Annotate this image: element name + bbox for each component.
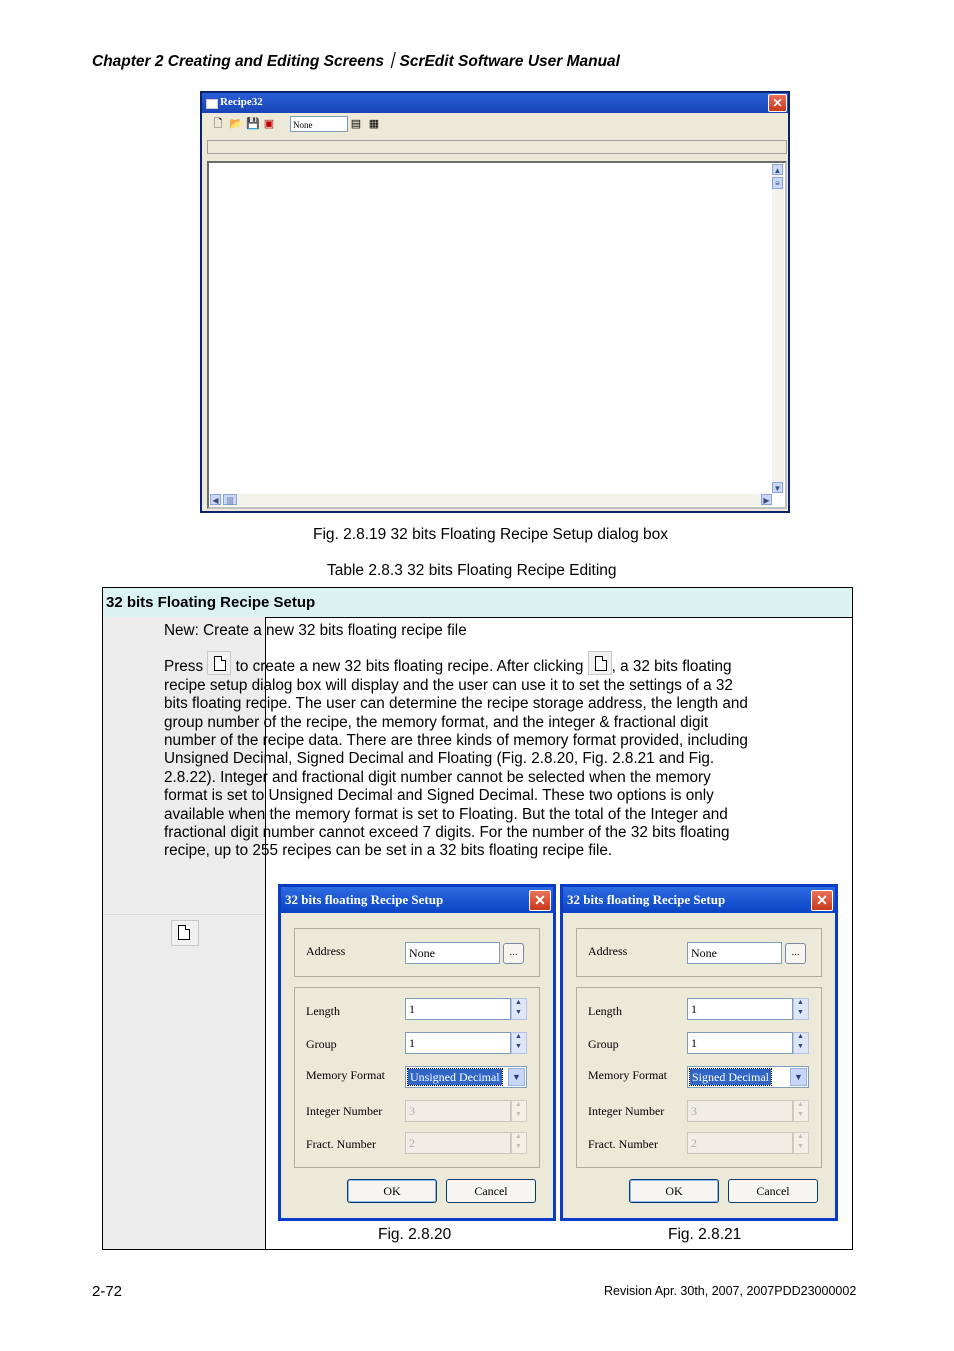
integer-number-spinner[interactable] [793, 1100, 809, 1122]
ok-button[interactable]: OK [629, 1179, 719, 1203]
integer-number-spinner[interactable] [511, 1100, 527, 1122]
address-input[interactable]: None [405, 942, 500, 964]
recipe-select[interactable]: None [290, 116, 348, 132]
grid-icon[interactable]: ▦ [368, 118, 380, 130]
dialog-titlebar [281, 887, 553, 913]
recipe32-title: Recipe32 [220, 96, 263, 108]
dialog-title: 32 bits floating Recipe Setup [285, 892, 444, 907]
fract-number-label: Fract. Number [588, 1137, 658, 1151]
hscroll-thumb[interactable]: ||| [223, 494, 237, 505]
integer-number-input[interactable]: 3 [405, 1100, 511, 1122]
scroll-thumb[interactable]: ≡ [772, 177, 783, 189]
fract-number-input[interactable]: 2 [687, 1132, 793, 1154]
window-icon [206, 99, 218, 109]
cancel-button[interactable]: Cancel [728, 1179, 818, 1203]
scroll-down-icon[interactable]: ▼ [773, 484, 782, 493]
cancel-button[interactable]: Cancel [446, 1179, 536, 1203]
address-browse-button[interactable]: ... [503, 943, 524, 964]
fract-number-spinner[interactable] [511, 1132, 527, 1154]
address-input[interactable]: None [687, 942, 782, 964]
new-file-icon[interactable]: 🗋 [213, 118, 223, 130]
group-label: Group [588, 1037, 619, 1051]
fig-2-8-21-caption: Fig. 2.8.21 [668, 1226, 742, 1243]
dialog-titlebar [563, 887, 835, 913]
memory-format-select[interactable] [687, 1066, 809, 1088]
integer-number-label: Integer Number [306, 1104, 383, 1118]
fig-2-8-20-caption: Fig. 2.8.20 [378, 1226, 452, 1243]
scroll-left-icon[interactable]: ◀ [210, 494, 221, 505]
integer-number-label: Integer Number [588, 1104, 665, 1118]
horizontal-scrollbar[interactable] [210, 494, 772, 506]
integer-number-input[interactable]: 3 [687, 1100, 793, 1122]
figure-caption: Fig. 2.8.19 32 bits Floating Recipe Setup dialog box [313, 526, 669, 543]
length-label: Length [588, 1004, 622, 1018]
address-label: Address [588, 944, 628, 958]
memory-format-label: Memory Format [306, 1068, 385, 1082]
recipe32-toolbar [205, 115, 785, 135]
recipe-setup-dialog-unsigned [278, 884, 556, 1221]
ok-button[interactable]: OK [347, 1179, 437, 1203]
open-folder-icon[interactable]: 📂 [229, 118, 243, 130]
description-part2: , a 32 bits floating recipe setup dialog box will display and the user can use it to set the settings of a 32 bits floating recipe. The user can determine the recipe storage address, the length and group number of the recipe, the memory format, and the integer & fractional digit number of the recipe data. There are three kinds of memory format provided, including Unsigned Decimal, Signed Decimal and Floating (Fig. 2.8.20, Fig. 2.8.21 and Fig. 2.8.22). Integer and fractional digit number cannot be selected when the memory format is set to Unsigned Decimal and Signed Decimal. These two options is only available when the memory format is set to Floating. But the total of the Integer and fractional digit number cannot exceed 7 digits. For the number of the 32 bits floating recipe, up to 255 recipes can be set in a 32 bits floating recipe file. [164, 658, 748, 860]
description-paragraph [164, 651, 750, 860]
memory-format-label: Memory Format [588, 1068, 667, 1082]
memory-format-value: Signed Decimal [692, 1070, 769, 1084]
chevron-down-icon[interactable]: ▼ [790, 1068, 807, 1086]
memory-format-value: Unsigned Decimal [410, 1070, 500, 1084]
description-text [164, 622, 750, 861]
table-header-text: 32 bits Floating Recipe Setup [106, 594, 316, 611]
dialog-title: 32 bits floating Recipe Setup [567, 892, 726, 907]
new-file-icon [588, 651, 612, 675]
column-divider [103, 914, 265, 915]
recipe32-window [200, 91, 790, 513]
group-spinner[interactable] [511, 1032, 527, 1054]
close-icon[interactable]: ✕ [811, 890, 833, 911]
delete-icon[interactable]: ▣ [263, 118, 275, 130]
recipe32-titlebar [202, 93, 788, 113]
close-icon[interactable]: ✕ [768, 94, 787, 112]
recipe-header-bar [207, 140, 787, 154]
close-icon[interactable]: ✕ [529, 890, 551, 911]
vertical-scrollbar[interactable] [772, 164, 784, 493]
fract-number-label: Fract. Number [306, 1137, 376, 1151]
scroll-right-icon[interactable]: ▶ [761, 494, 772, 505]
group-input[interactable]: 1 [405, 1032, 511, 1054]
fract-number-spinner[interactable] [793, 1132, 809, 1154]
length-spinner[interactable] [511, 998, 527, 1020]
page-number: 2-72 [92, 1283, 123, 1300]
table-caption: Table 2.8.3 32 bits Floating Recipe Editing [327, 562, 617, 579]
table-header [103, 588, 852, 618]
save-icon[interactable]: 💾 [246, 118, 260, 130]
revision-note: Revision Apr. 30th, 2007, 2007PDD23000002 [604, 1284, 857, 1298]
group-input[interactable]: 1 [687, 1032, 793, 1054]
recipe-setup-dialog-signed [560, 884, 838, 1221]
new-file-icon [207, 651, 231, 675]
length-label: Length [306, 1004, 340, 1018]
address-label: Address [306, 944, 346, 958]
edit-icon[interactable]: ▤ [350, 118, 362, 130]
new-line: New: Create a new 32 bits floating recipe file [164, 622, 467, 639]
length-spinner[interactable] [793, 998, 809, 1020]
length-input[interactable]: 1 [405, 998, 511, 1020]
scroll-up-icon[interactable]: ▲ [773, 166, 782, 175]
description-part1: to create a new 32 bits floating recipe. After clicking [235, 658, 584, 676]
length-input[interactable]: 1 [687, 998, 793, 1020]
press-text: Press [164, 658, 204, 676]
new-file-icon [171, 920, 199, 946]
recipe-canvas[interactable] [207, 161, 787, 509]
address-browse-button[interactable]: ... [785, 943, 806, 964]
chevron-down-icon[interactable]: ▼ [508, 1068, 525, 1086]
memory-format-select[interactable] [405, 1066, 527, 1088]
group-spinner[interactable] [793, 1032, 809, 1054]
running-header: Chapter 2 Creating and Editing Screens｜ScrEdit Software User Manual [92, 53, 620, 70]
group-label: Group [306, 1037, 337, 1051]
fract-number-input[interactable]: 2 [405, 1132, 511, 1154]
